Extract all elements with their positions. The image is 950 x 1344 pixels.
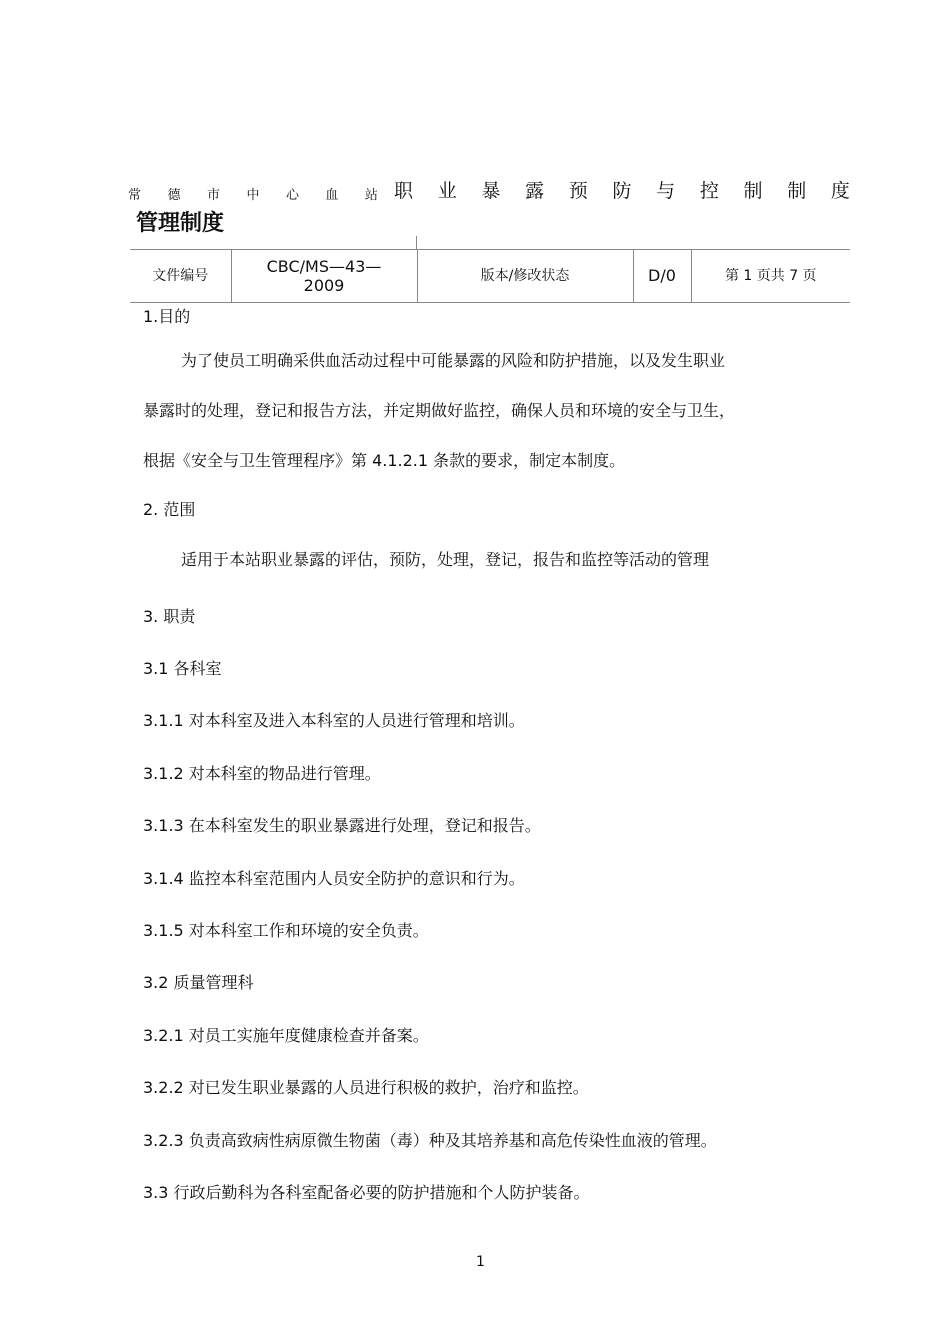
title-char: 与 bbox=[656, 180, 676, 202]
section-heading: 3. 职责 bbox=[143, 607, 196, 626]
page-info: 第 1 页共 7 页 bbox=[691, 250, 850, 303]
subsection-heading: 3.2 质量管理科 bbox=[143, 973, 254, 992]
paragraph-line: 暴露时的处理，登记和报告方法，并定期做好监控，确保人员和环境的安全与卫生， bbox=[143, 401, 736, 420]
title-organization bbox=[128, 184, 378, 203]
doc-no-line-2: 2009 bbox=[303, 276, 345, 295]
doc-no-label: 文件编号 bbox=[130, 250, 231, 303]
list-item: 3.2.3 负责高致病性病原微生物菌（毒）种及其培养基和高危传染性血液的管理。 bbox=[143, 1131, 717, 1150]
title-char: 中 bbox=[246, 188, 260, 203]
title-char: 制 bbox=[787, 180, 807, 202]
meta-row bbox=[130, 250, 850, 303]
title-char: 德 bbox=[167, 188, 181, 203]
title-char: 常 bbox=[128, 188, 142, 203]
title-char: 业 bbox=[437, 180, 457, 202]
list-item: 3.2.2 对已发生职业暴露的人员进行积极的救护，治疗和监控。 bbox=[143, 1078, 589, 1097]
document-meta-table bbox=[130, 249, 850, 303]
title-char: 制 bbox=[743, 180, 763, 202]
doc-no-line-1: CBC/MS—43— bbox=[266, 257, 382, 276]
title-char: 心 bbox=[285, 188, 299, 203]
paragraph-line: 为了使员工明确采供血活动过程中可能暴露的风险和防护措施，以及发生职业 bbox=[181, 351, 726, 370]
document-title bbox=[128, 176, 850, 204]
title-char: 职 bbox=[394, 180, 414, 202]
title-main bbox=[394, 176, 850, 203]
title-char: 暴 bbox=[481, 180, 501, 202]
title-char: 控 bbox=[699, 180, 719, 202]
version-value: D/0 bbox=[633, 250, 691, 303]
list-item: 3.3 行政后勤科为各科室配备必要的防护措施和个人防护装备。 bbox=[143, 1183, 590, 1202]
list-item: 3.1.4 监控本科室范围内人员安全防护的意识和行为。 bbox=[143, 869, 525, 888]
list-item: 3.2.1 对员工实施年度健康检查并备案。 bbox=[143, 1026, 429, 1045]
title-char: 市 bbox=[206, 188, 220, 203]
section-heading: 2. 范围 bbox=[143, 500, 196, 519]
title-char: 血 bbox=[325, 188, 339, 203]
title-char: 露 bbox=[525, 180, 545, 202]
subsection-heading: 3.1 各科室 bbox=[143, 659, 222, 678]
title-char: 站 bbox=[364, 188, 378, 203]
paragraph-line: 适用于本站职业暴露的评估，预防，处理，登记，报告和监控等活动的管理 bbox=[181, 550, 710, 569]
title-line-2: 管理制度 bbox=[136, 211, 225, 236]
title-char: 度 bbox=[830, 180, 850, 202]
section-heading: 1.目的 bbox=[143, 307, 191, 326]
list-item: 3.1.5 对本科室工作和环境的安全负责。 bbox=[143, 921, 429, 940]
list-item: 3.1.3 在本科室发生的职业暴露进行处理，登记和报告。 bbox=[143, 816, 541, 835]
doc-no-value bbox=[231, 250, 417, 303]
page-number: 1 bbox=[476, 1254, 485, 1270]
version-label: 版本/修改状态 bbox=[417, 250, 633, 303]
table-top-tick bbox=[416, 236, 417, 250]
title-char: 防 bbox=[612, 180, 632, 202]
paragraph-line: 根据《安全与卫生管理程序》第 4.1.2.1 条款的要求，制定本制度。 bbox=[143, 451, 626, 470]
list-item: 3.1.1 对本科室及进入本科室的人员进行管理和培训。 bbox=[143, 711, 525, 730]
title-char: 预 bbox=[568, 180, 588, 202]
list-item: 3.1.2 对本科室的物品进行管理。 bbox=[143, 764, 381, 783]
